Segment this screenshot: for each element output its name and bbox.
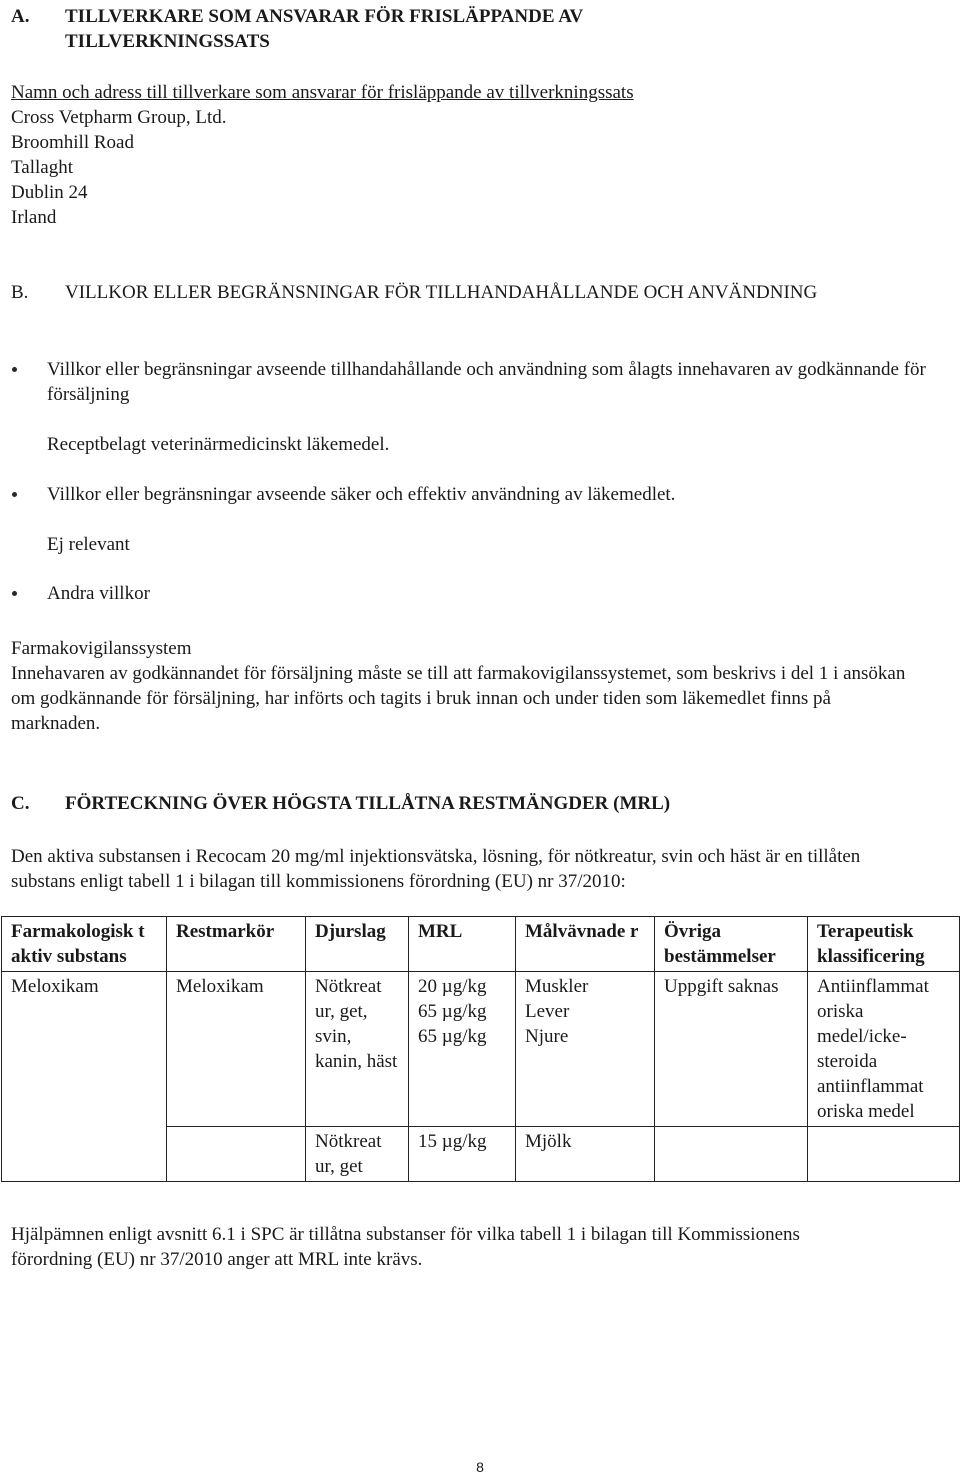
header-other: Övriga bestämmelser xyxy=(655,917,808,972)
cell-species: Nötkreat ur, get, svin, kanin, häst xyxy=(306,972,409,1127)
section-a-heading xyxy=(11,4,941,54)
table-header-row xyxy=(2,917,960,972)
footnote: Hjälpämnen enligt avsnitt 6.1 i SPC är tillåtna substanser för vilka tabell 1 i bilagan till Kommissionens förordning (EU) nr 37/2010 anger att MRL inte krävs. xyxy=(11,1224,800,1270)
cell-mrl xyxy=(409,972,516,1127)
address-line-3: Tallaght xyxy=(11,157,73,178)
address-label: Namn och adress till tillverkare som ansvarar för frisläppande av tillverkningssats xyxy=(11,82,634,103)
cell-tissue: Mjölk xyxy=(516,1127,655,1182)
bullet-1-answer: Receptbelagt veterinärmedicinskt läkemedel. xyxy=(47,434,390,455)
header-mrl: MRL xyxy=(409,917,516,972)
address-line-5: Irland xyxy=(11,207,57,228)
bullet-icon xyxy=(12,591,17,596)
header-species: Djurslag xyxy=(306,917,409,972)
cell-species: Nötkreat ur, get xyxy=(306,1127,409,1182)
mrl-value: 65 µg/kg xyxy=(418,1001,487,1022)
section-c-letter: C. xyxy=(11,793,30,814)
section-c-intro: Den aktiva substansen i Recocam 20 mg/ml injektionsvätska, lösning, för nötkreatur, svin och häst är en tillåten substans enligt tabell 1 i bilagan till kommissionens förordning (EU) nr 37/2010: xyxy=(11,846,861,892)
cell-therapeutic-empty xyxy=(808,1127,960,1182)
bullet-2-answer: Ej relevant xyxy=(47,534,130,555)
tissue-value: Lever xyxy=(525,1001,570,1022)
bullet-icon xyxy=(12,367,17,372)
cell-substance: Meloxikam xyxy=(2,972,167,1182)
cell-marker: Meloxikam xyxy=(167,972,306,1127)
tissue-value: Muskler xyxy=(525,976,589,997)
table-row xyxy=(2,972,960,1127)
address-line-4: Dublin 24 xyxy=(11,182,88,203)
header-substance: Farmakologisk t aktiv substans xyxy=(2,917,167,972)
address-line-2: Broomhill Road xyxy=(11,132,134,153)
bullet-2-text: Villkor eller begränsningar avseende säker och effektiv användning av läkemedlet. xyxy=(47,484,676,505)
section-a-letter: A. xyxy=(11,6,30,27)
bullet-icon xyxy=(12,492,17,497)
mrl-value: 20 µg/kg xyxy=(418,976,487,997)
cell-tissue xyxy=(516,972,655,1127)
header-tissue: Målvävnade r xyxy=(516,917,655,972)
mrl-value: 65 µg/kg xyxy=(418,1026,487,1047)
cell-other: Uppgift saknas xyxy=(655,972,808,1127)
pharmacovigilance-text: Innehavaren av godkännandet för försäljning måste se till att farmakovigilanssystemet, som beskrivs i del 1 i ansökan om godkännande för försäljning, har införts och tagits i bruk innan och under tiden som läkemedlet finns på marknaden. xyxy=(11,663,906,734)
tissue-value: Njure xyxy=(525,1026,569,1047)
mrl-table xyxy=(1,916,960,1182)
header-therapeutic: Terapeutisk klassificering xyxy=(808,917,960,972)
cell-other-empty xyxy=(655,1127,808,1182)
pharmacovigilance-title: Farmakovigilanssystem xyxy=(11,638,192,659)
section-b-letter: B. xyxy=(11,282,29,303)
section-c-heading xyxy=(11,791,941,816)
page-number: 8 xyxy=(476,1459,484,1475)
cell-therapeutic: Antiinflammat oriska medel/icke-steroida antiinflammat oriska medel xyxy=(808,972,960,1127)
bullet-1-text: Villkor eller begränsningar avseende tillhandahållande och användning som ålagts innehavaren av godkännande för försäljning xyxy=(47,359,926,405)
cell-mrl: 15 µg/kg xyxy=(409,1127,516,1182)
bullet-3-text: Andra villkor xyxy=(47,583,150,604)
section-b-heading xyxy=(11,280,941,330)
header-marker: Restmarkör xyxy=(167,917,306,972)
section-c-title: FÖRTECKNING ÖVER HÖGSTA TILLÅTNA RESTMÄNGDER (MRL) xyxy=(65,793,671,814)
section-a-title: TILLVERKARE SOM ANSVARAR FÖR FRISLÄPPANDE AV TILLVERKNINGSSATS xyxy=(65,6,583,52)
address-line-1: Cross Vetpharm Group, Ltd. xyxy=(11,107,227,128)
cell-marker-empty xyxy=(167,1127,306,1182)
section-b-title: VILLKOR ELLER BEGRÄNSNINGAR FÖR TILLHANDAHÅLLANDE OCH ANVÄNDNING xyxy=(65,282,818,303)
